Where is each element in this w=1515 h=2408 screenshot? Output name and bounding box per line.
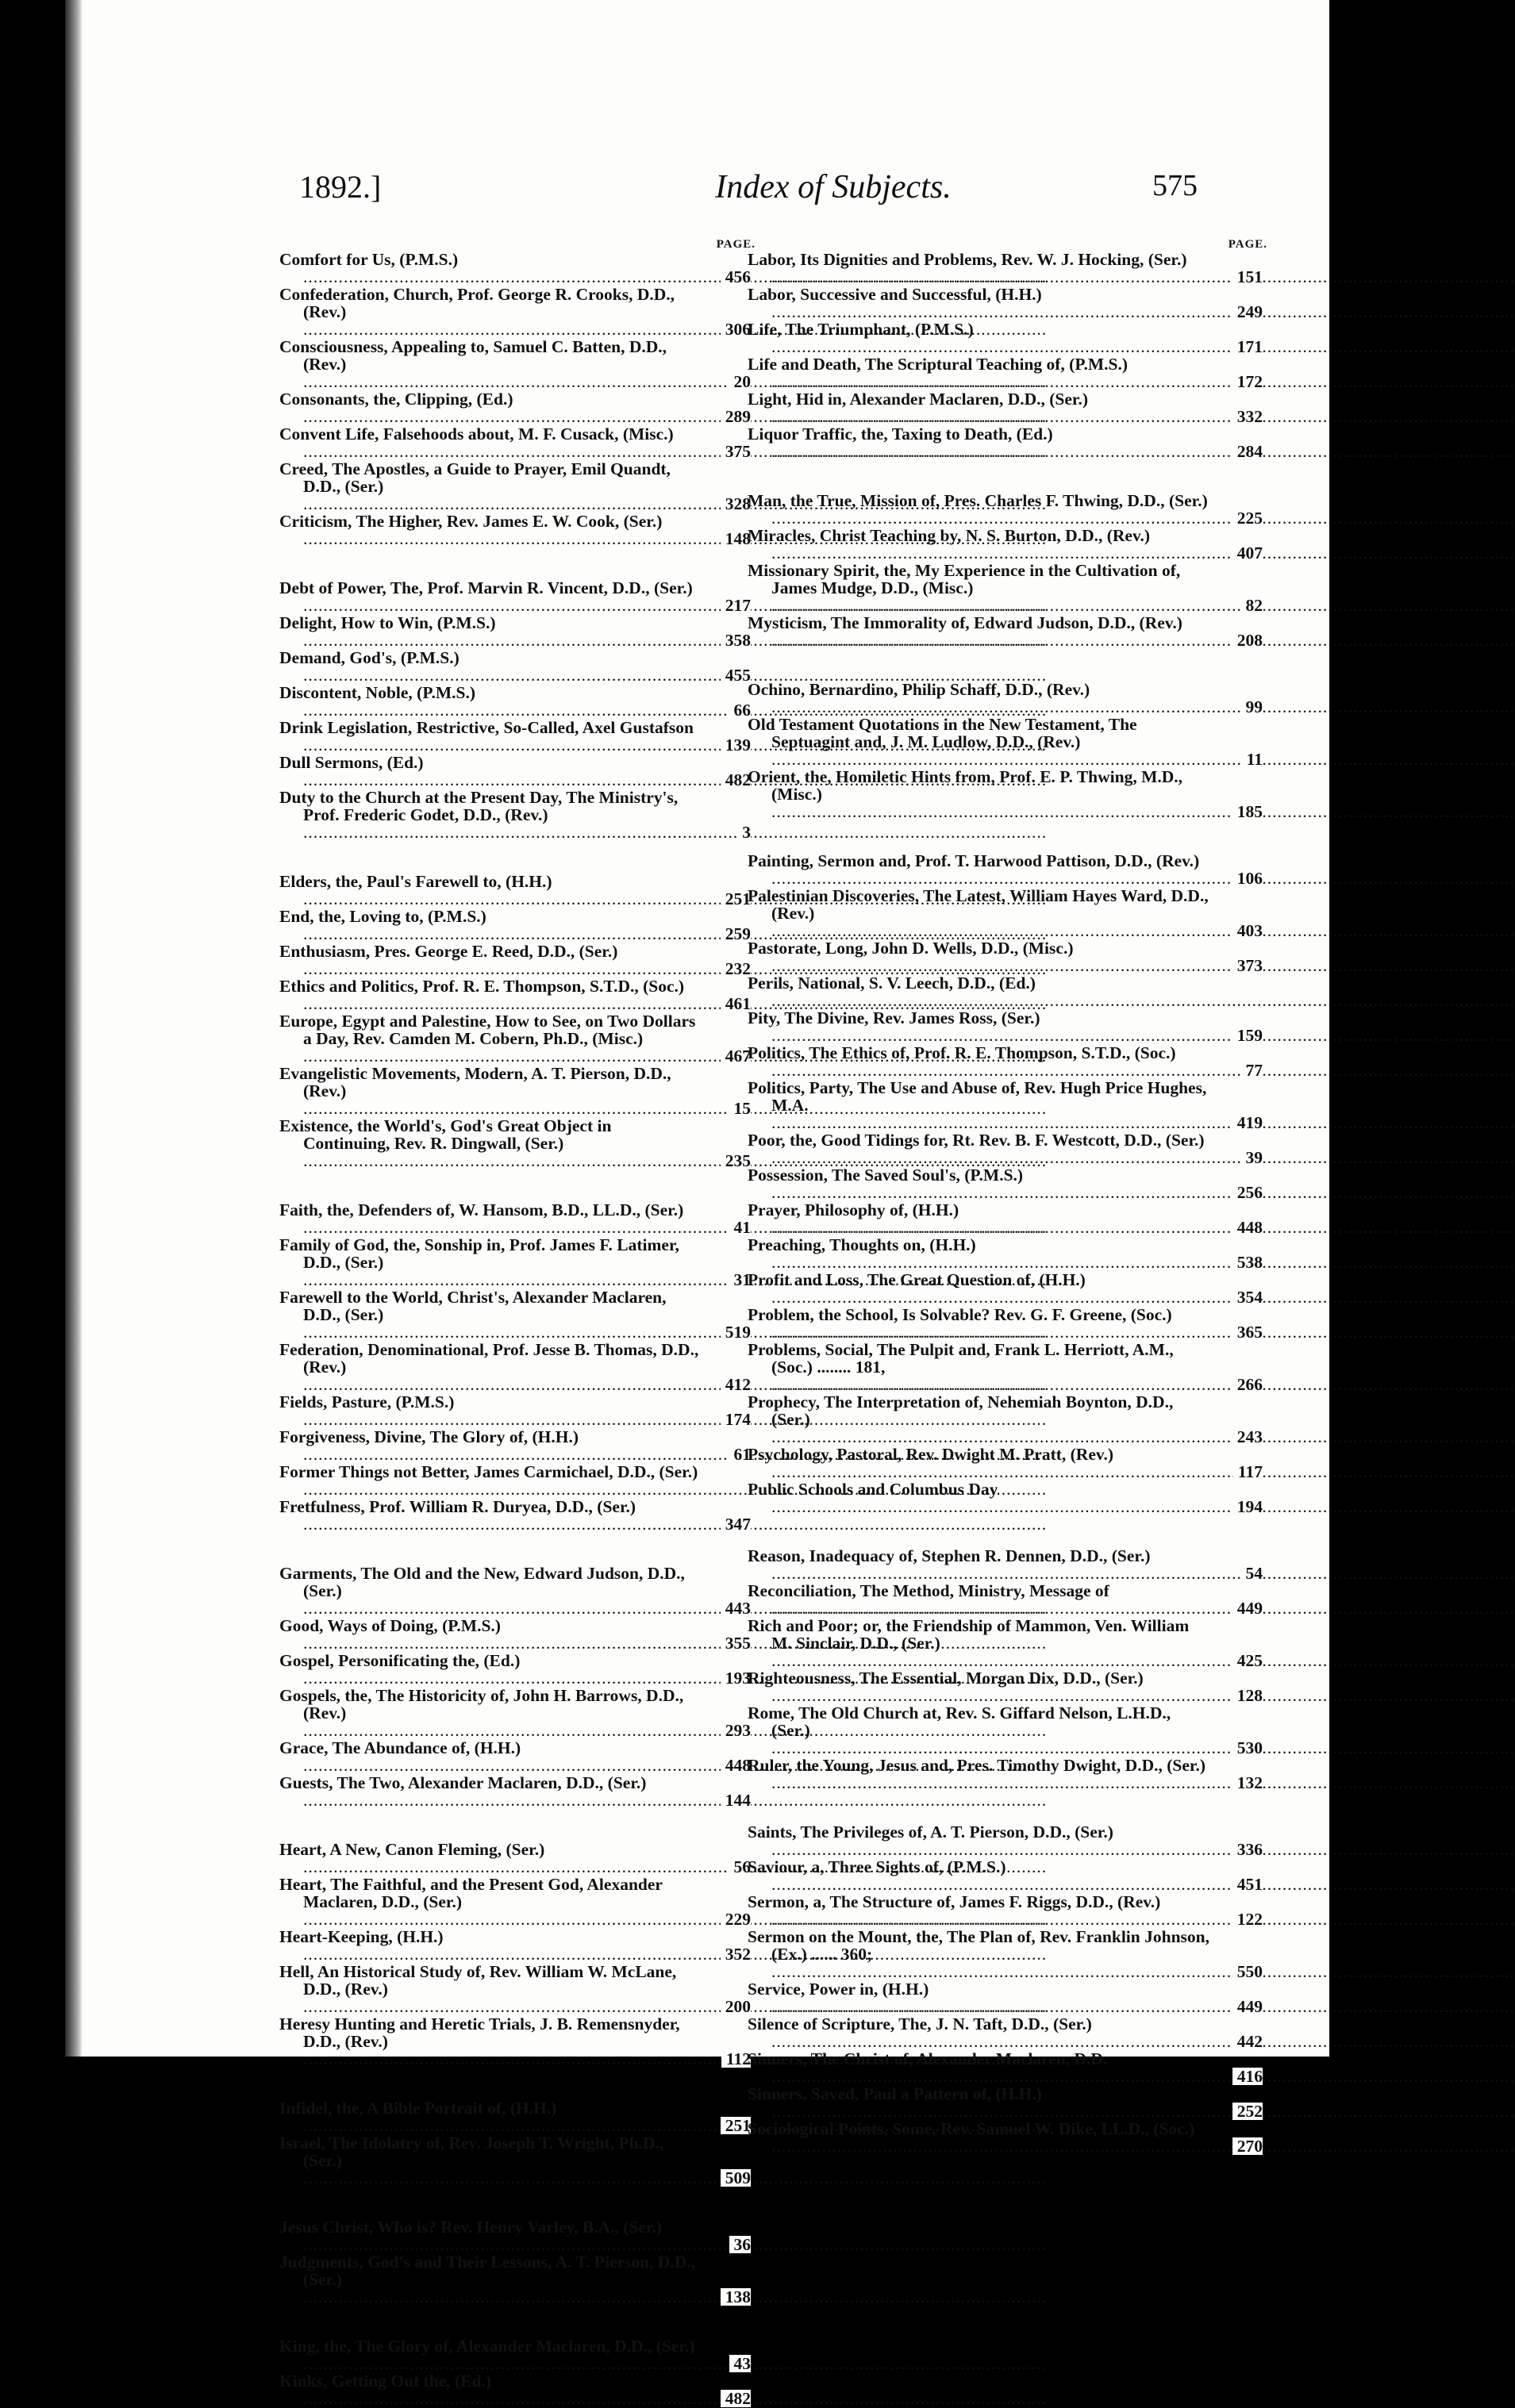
index-entry bbox=[279, 1687, 756, 1739]
entry-subject: Heart, The Faithful, and the Present God, Alexander Maclaren, D.D., (Ser.) ..... bbox=[279, 1875, 1047, 1929]
index-entry bbox=[279, 425, 756, 460]
index-entry bbox=[748, 1446, 1267, 1481]
index-entry bbox=[279, 2015, 756, 2068]
index-entry bbox=[748, 681, 1267, 716]
index-entry bbox=[279, 649, 756, 684]
entry-page-number: 217 bbox=[721, 597, 751, 614]
index-entry bbox=[279, 1012, 756, 1065]
entry-page-number: 442 bbox=[1232, 2033, 1263, 2050]
entry-subject: Drink Legislation, Restrictive, So-Called, Axel Gustafson ..... bbox=[279, 718, 1047, 755]
entry-subject: Demand, God's, (P.M.S.) ..... bbox=[279, 648, 1047, 685]
entry-page-number: 225 bbox=[1232, 509, 1263, 527]
entry-subject: Problem, the School, Is Solvable? Rev. G. F. Greene, (Soc.) ..... bbox=[748, 1305, 1515, 1342]
entry-page-number: 122 bbox=[1232, 1911, 1263, 1928]
entry-page-number: 243 bbox=[1232, 1428, 1263, 1446]
index-entry bbox=[748, 251, 1267, 286]
entry-page-number: 112 bbox=[721, 2050, 751, 2068]
entry-page-number: 443 bbox=[721, 1600, 751, 1617]
entry-subject: Ethics and Politics, Prof. R. E. Thompson, S.T.D., (Soc.) ..... bbox=[279, 977, 1047, 1013]
entry-page-number: 328 bbox=[721, 495, 751, 513]
index-entry bbox=[748, 321, 1267, 355]
entry-subject: Politics, Party, The Use and Abuse of, Rev. Hugh Price Hughes, M.A. ..... bbox=[748, 1078, 1515, 1132]
entry-subject: Garments, The Old and the New, Edward Judson, D.D., (Ser.) ..... bbox=[279, 1564, 1047, 1618]
entry-subject: Liquor Traffic, the, Taxing to Death, (Ed.) ..... bbox=[748, 424, 1515, 461]
entry-subject: Creed, The Apostles, a Guide to Prayer, Emil Quandt, D.D., (Ser.) ..... bbox=[279, 459, 1047, 513]
entry-subject: Silence of Scripture, The, J. N. Taft, D.D., (Ser.) ..... bbox=[748, 2014, 1515, 2051]
entry-subject: Convent Life, Falsehoods about, M. F. Cusack, (Misc.) ..... bbox=[279, 424, 1047, 461]
index-entry bbox=[279, 1876, 756, 1928]
entry-subject: Life and Death, The Scriptural Teaching of, (P.M.S.) ..... bbox=[748, 355, 1515, 391]
entry-page-number: 416 bbox=[1232, 2068, 1263, 2085]
index-entry bbox=[748, 1201, 1267, 1236]
entry-page-number: 530 bbox=[1232, 1739, 1263, 1757]
entry-subject: Heart-Keeping, (H.H.) ..... bbox=[279, 1927, 1047, 1964]
index-entry bbox=[748, 527, 1267, 562]
entry-subject: Debt of Power, The, Prof. Marvin R. Vincent, D.D., (Ser.) ..... bbox=[279, 578, 1047, 615]
index-entry bbox=[748, 974, 1267, 1009]
entry-subject: Prophecy, The Interpretation of, Nehemiah Boynton, D.D., (Ser.) ..... bbox=[748, 1392, 1515, 1446]
entry-page-number: 54 bbox=[1241, 1565, 1263, 1582]
index-entry bbox=[279, 390, 756, 425]
entry-subject: Ochino, Bernardino, Philip Schaff, D.D., (Rev.) ..... bbox=[748, 680, 1515, 716]
entry-subject: Forgiveness, Divine, The Glory of, (H.H.) ..... bbox=[279, 1427, 1047, 1464]
index-entry bbox=[279, 1739, 756, 1774]
index-entry bbox=[279, 977, 756, 1012]
right-entry-list bbox=[748, 251, 1267, 2155]
entry-page-number: 448 bbox=[721, 1757, 751, 1774]
entry-page-number: 284 bbox=[1232, 443, 1263, 460]
entry-subject: Faith, the, Defenders of, W. Hansom, B.D., LL.D., (Ser.) ..... bbox=[279, 1200, 1047, 1237]
index-entry bbox=[748, 1928, 1267, 1980]
entry-page-number: 172 bbox=[1232, 373, 1263, 390]
entry-subject: Public Schools and Columbus Day ..... bbox=[748, 1480, 1515, 1516]
index-entry bbox=[279, 579, 756, 614]
entry-subject: Preaching, Thoughts on, (H.H.) ..... bbox=[748, 1235, 1515, 1272]
entry-page-number: 256 bbox=[1232, 1184, 1263, 1201]
entry-subject: Life, The Triumphant, (P.M.S.) ..... bbox=[748, 320, 1515, 356]
entry-page-number: 66 bbox=[729, 701, 752, 719]
entry-subject: Prayer, Philosophy of, (H.H.) ..... bbox=[748, 1200, 1515, 1237]
index-entry bbox=[279, 460, 756, 513]
entry-subject: Sermon, a, The Structure of, James F. Riggs, D.D., (Rev.) ..... bbox=[748, 1892, 1515, 1929]
entry-page-number: 293 bbox=[721, 1722, 751, 1739]
entry-page-number: 61 bbox=[729, 1446, 752, 1463]
entry-subject: Enthusiasm, Pres. George E. Reed, D.D., (Ser.) ..... bbox=[279, 942, 1047, 978]
entry-subject: Israel, The Idolatry of, Rev. Joseph T. Wright, Ph.D., (Ser.) ..... bbox=[279, 2133, 1047, 2187]
index-entry bbox=[279, 2253, 756, 2306]
entry-subject: Federation, Denominational, Prof. Jesse B. Thomas, D.D., (Rev.) ..... bbox=[279, 1340, 1047, 1394]
entry-page-number: 336 bbox=[1232, 1841, 1263, 1858]
entry-subject: Rome, The Old Church at, Rev. S. Giffard Nelson, L.H.D., (Ser.) ..... bbox=[748, 1703, 1515, 1757]
entry-subject: Consciousness, Appealing to, Samuel C. Batten, D.D., (Rev.) ..... bbox=[279, 337, 1047, 391]
entry-page-number: 375 bbox=[721, 443, 751, 460]
entry-subject: Heresy Hunting and Heretic Trials, J. B. Remensnyder, D.D., (Rev.) ..... bbox=[279, 2014, 1047, 2068]
entry-page-number: 482 bbox=[721, 771, 751, 789]
entry-page-number: 449 bbox=[1232, 1600, 1263, 1617]
index-entry bbox=[748, 1009, 1267, 1044]
entry-page-number: 425 bbox=[1232, 1652, 1263, 1669]
index-entry bbox=[748, 1079, 1267, 1131]
entry-page-number: 461 bbox=[721, 995, 751, 1012]
entry-subject: Saints, The Privileges of, A. T. Pierson, D.D., (Ser.) ..... bbox=[748, 1822, 1515, 1859]
entry-page-number: 171 bbox=[1232, 338, 1263, 355]
index-entry bbox=[279, 789, 756, 841]
index-entry bbox=[748, 1669, 1267, 1704]
index-entry bbox=[279, 1463, 756, 1498]
entry-subject: Sermon on the Mount, the, The Plan of, Rev. Franklin Johnson, (Ex.) ...... 360; ..... bbox=[748, 1927, 1515, 1981]
entry-subject: Criticism, The Higher, Rev. James E. W. Cook, (Ser.) ..... bbox=[279, 512, 1047, 548]
entry-page-number: 43 bbox=[729, 2355, 752, 2372]
entry-page-number: 99 bbox=[1241, 698, 1263, 716]
entry-page-number: 251 bbox=[721, 2117, 751, 2134]
entry-subject: Gospels, the, The Historicity of, John H. Barrows, D.D., (Rev.) ..... bbox=[279, 1686, 1047, 1740]
right-column bbox=[748, 238, 1267, 2155]
index-entry bbox=[279, 1841, 756, 1876]
header-year: 1892.] bbox=[299, 169, 382, 205]
index-entry bbox=[748, 1547, 1267, 1582]
entry-page-number: 151 bbox=[1232, 268, 1263, 286]
entry-subject: Confederation, Church, Prof. George R. Crooks, D.D., (Rev.) ..... bbox=[279, 285, 1047, 339]
entry-subject: Kinks, Getting Out the, (Ed.) ..... bbox=[279, 2372, 1047, 2408]
entry-page-number: 550 bbox=[1232, 1963, 1263, 1980]
entry-page-number: 358 bbox=[721, 632, 751, 649]
entry-page-number: 538 bbox=[1232, 1254, 1263, 1271]
entry-subject: Light, Hid in, Alexander Maclaren, D.D., (Ser.) ..... bbox=[748, 390, 1515, 426]
entry-subject: Elders, the, Paul's Farewell to, (H.H.) ..... bbox=[279, 872, 1047, 908]
index-entry bbox=[748, 768, 1267, 820]
entry-subject: Heart, A New, Canon Fleming, (Ser.) ..... bbox=[279, 1840, 1047, 1876]
entry-subject: Reconciliation, The Method, Ministry, Message of ..... bbox=[748, 1581, 1515, 1618]
entry-subject: Good, Ways of Doing, (P.M.S.) ..... bbox=[279, 1616, 1047, 1653]
entry-subject: Consonants, the, Clipping, (Ed.) ..... bbox=[279, 390, 1047, 426]
entry-subject: Delight, How to Win, (P.M.S.) ..... bbox=[279, 613, 1047, 650]
index-entry bbox=[748, 562, 1267, 614]
entry-subject: Fields, Pasture, (P.M.S.) ..... bbox=[279, 1392, 1047, 1429]
entry-subject: Sinners, The Christ of, Alexander Maclaren, D.D. ..... bbox=[748, 2049, 1515, 2086]
index-page bbox=[65, 0, 1329, 2408]
entry-subject: Orient, the, Homiletic Hints from, Prof. E. P. Thwing, M.D., (Misc.) ..... bbox=[748, 767, 1515, 821]
entry-subject: Family of God, the, Sonship in, Prof. James F. Latimer, D.D., (Ser.) ..... bbox=[279, 1235, 1047, 1289]
index-entry bbox=[279, 908, 756, 943]
left-entry-list bbox=[279, 251, 756, 2407]
entry-subject: Discontent, Noble, (P.M.S.) ..... bbox=[279, 683, 1047, 720]
index-entry bbox=[279, 1617, 756, 1652]
entry-page-number: 355 bbox=[721, 1634, 751, 1652]
index-entry bbox=[279, 719, 756, 754]
entry-page-number: 266 bbox=[1232, 1376, 1263, 1393]
index-entry bbox=[279, 1236, 756, 1288]
index-entry bbox=[279, 1341, 756, 1393]
index-entry bbox=[279, 338, 756, 390]
page-label-left: PAGE. bbox=[716, 238, 756, 251]
entry-page-number: 412 bbox=[721, 1376, 751, 1393]
index-entry bbox=[279, 1201, 756, 1236]
entry-page-number: 56 bbox=[729, 1858, 752, 1876]
entry-page-number: 200 bbox=[721, 1998, 751, 2015]
entry-page-number: 159 bbox=[1232, 1027, 1263, 1044]
entry-subject: Reason, Inadequacy of, Stephen R. Dennen, D.D., (Ser.) ..... bbox=[748, 1546, 1515, 1583]
entry-page-number: 373 bbox=[1232, 957, 1263, 974]
entry-subject: Guests, The Two, Alexander Maclaren, D.D., (Ser.) ..... bbox=[279, 1773, 1047, 1810]
entry-page-number: 138 bbox=[721, 2288, 751, 2306]
entry-subject: Old Testament Quotations in the New Testament, The Septuagint and, J. M. Ludlow, D.D., (Rev.) ..... bbox=[748, 715, 1515, 769]
entry-page-number: 403 bbox=[1232, 922, 1263, 939]
index-entry bbox=[748, 1044, 1267, 1079]
index-entry bbox=[279, 2134, 756, 2187]
entry-page-number: 193 bbox=[721, 1669, 751, 1687]
index-entry bbox=[279, 1565, 756, 1617]
entry-subject: Pastorate, Long, John D. Wells, D.D., (Misc.) ..... bbox=[748, 939, 1515, 975]
index-entry bbox=[748, 1980, 1267, 2015]
index-entry bbox=[748, 887, 1267, 939]
entry-subject: Poor, the, Good Tidings for, Rt. Rev. B. F. Westcott, D.D., (Ser.) ..... bbox=[748, 1131, 1515, 1167]
entry-page-number: 139 bbox=[721, 736, 751, 754]
index-entry bbox=[279, 1498, 756, 1533]
entry-subject: Palestinian Discoveries, The Latest, William Hayes Ward, D.D., (Rev.) ..... bbox=[748, 886, 1515, 940]
entry-subject: Comfort for Us, (P.M.S.) ..... bbox=[279, 250, 1047, 286]
entry-page-number: 11 bbox=[1242, 751, 1263, 768]
index-entry bbox=[279, 1652, 756, 1687]
entry-page-number: 82 bbox=[1241, 597, 1263, 614]
header-page-number: 575 bbox=[1152, 169, 1198, 202]
entry-subject: End, the, Loving to, (P.M.S.) ..... bbox=[279, 907, 1047, 943]
index-entry bbox=[279, 2337, 756, 2372]
page-label-right: PAGE. bbox=[1228, 238, 1267, 251]
entry-page-number: 347 bbox=[721, 1515, 751, 1533]
index-entry bbox=[748, 1757, 1267, 1792]
entry-subject: Hell, An Historical Study of, Rev. William W. McLane, D.D., (Rev.) ..... bbox=[279, 1962, 1047, 2016]
index-entry bbox=[279, 754, 756, 789]
index-entry bbox=[748, 614, 1267, 649]
entry-page-number: 270 bbox=[1232, 2137, 1263, 2155]
entry-page-number: 132 bbox=[1232, 1774, 1263, 1792]
index-entry bbox=[748, 2120, 1267, 2155]
entry-subject: Mysticism, The Immorality of, Edward Judson, D.D., (Rev.) ..... bbox=[748, 613, 1515, 650]
index-entry bbox=[748, 1166, 1267, 1201]
entry-page-number: 36 bbox=[729, 2236, 752, 2253]
entry-page-number: 251 bbox=[721, 890, 751, 908]
index-entry bbox=[748, 1271, 1267, 1306]
index-entry bbox=[279, 1117, 756, 1169]
index-entry bbox=[748, 1617, 1267, 1669]
index-entry bbox=[279, 2099, 756, 2134]
entry-subject: Missionary Spirit, the, My Experience in the Cultivation of, James Mudge, D.D., (Misc.) ..... bbox=[748, 561, 1515, 615]
index-entry bbox=[279, 943, 756, 977]
entry-subject: King, the, The Glory of, Alexander Maclaren, D.D., (Ser.) ..... bbox=[279, 2337, 1047, 2373]
entry-page-number: 174 bbox=[721, 1411, 751, 1428]
entry-subject: Miracles, Christ Teaching by, N. S. Burton, D.D., (Rev.) ..... bbox=[748, 526, 1515, 563]
index-entry bbox=[748, 492, 1267, 527]
index-entry bbox=[279, 1428, 756, 1463]
entry-subject: Infidel, the, A Bible Portrait of, (H.H.) ..... bbox=[279, 2099, 1047, 2135]
index-entry bbox=[748, 355, 1267, 390]
entry-subject: Problems, Social, The Pulpit and, Frank L. Herriott, A.M., (Soc.) ........ 181, ..... bbox=[748, 1340, 1515, 1394]
header-title: Index of Subjects. bbox=[715, 169, 952, 205]
index-entry bbox=[748, 1131, 1267, 1166]
entry-page-number: 148 bbox=[721, 530, 751, 547]
entry-page-number: 31 bbox=[729, 1271, 752, 1288]
entry-page-number: 235 bbox=[721, 1152, 751, 1169]
entry-subject: Possession, The Saved Soul's, (P.M.S.) ..... bbox=[748, 1166, 1515, 1202]
index-entry bbox=[279, 2372, 756, 2407]
entry-page-number: 39 bbox=[1241, 1149, 1263, 1166]
entry-subject: Psychology, Pastoral, Rev. Dwight M. Pratt, (Rev.) ..... bbox=[748, 1445, 1515, 1481]
entry-page-number: 354 bbox=[1232, 1288, 1263, 1306]
index-entry bbox=[279, 1393, 756, 1428]
index-entry bbox=[279, 1774, 756, 1809]
entry-page-number: 208 bbox=[1232, 632, 1263, 649]
entry-page-number: 509 bbox=[721, 2169, 751, 2187]
entry-subject: Pity, The Divine, Rev. James Ross, (Ser.) ..... bbox=[748, 1008, 1515, 1045]
entry-page-number: 229 bbox=[721, 1911, 751, 1928]
entry-subject: Ruler, the Young, Jesus and, Pres. Timothy Dwight, D.D., (Ser.) ..... bbox=[748, 1756, 1515, 1792]
entry-page-number: 519 bbox=[721, 1323, 751, 1341]
entry-page-number: 194 bbox=[1232, 1498, 1263, 1515]
entry-subject: Sociological Points, Some, Rev. Samuel W. Dike, LL.D., (Soc.) ..... bbox=[748, 2119, 1515, 2156]
index-entry bbox=[748, 2085, 1267, 2120]
index-entry bbox=[748, 1393, 1267, 1446]
index-entry bbox=[279, 1928, 756, 1963]
entry-subject: Duty to the Church at the Present Day, The Ministry's, Prof. Frederic Godet, D.D., (Rev.) ..... bbox=[279, 788, 1047, 842]
entry-page-number: 128 bbox=[1232, 1687, 1263, 1704]
entry-page-number: 482 bbox=[721, 2390, 751, 2407]
entry-subject: Painting, Sermon and, Prof. T. Harwood Pattison, D.D., (Rev.) ..... bbox=[748, 851, 1515, 888]
entry-page-number: 455 bbox=[721, 666, 751, 684]
index-entry bbox=[279, 286, 756, 338]
index-entry bbox=[279, 1963, 756, 2015]
entry-subject: Dull Sermons, (Ed.) ..... bbox=[279, 753, 1047, 789]
binding-fold bbox=[65, 0, 83, 2057]
entry-page-number: 185 bbox=[1232, 803, 1263, 820]
index-entry bbox=[748, 2050, 1267, 2085]
entry-subject: Man, the True, Mission of, Pres. Charles F. Thwing, D.D., (Ser.) ..... bbox=[748, 491, 1515, 528]
entry-subject: Service, Power in, (H.H.) ..... bbox=[748, 1980, 1515, 2016]
index-entry bbox=[748, 852, 1267, 887]
index-entry bbox=[748, 1582, 1267, 1617]
index-entry bbox=[748, 425, 1267, 460]
index-entry bbox=[279, 251, 756, 286]
index-entry bbox=[748, 1236, 1267, 1271]
entry-page-number: 232 bbox=[721, 960, 751, 977]
index-entry bbox=[279, 2218, 756, 2253]
entry-page-number: 289 bbox=[721, 408, 751, 425]
entry-page-number: 252 bbox=[1232, 2103, 1263, 2120]
index-entry bbox=[279, 1288, 756, 1341]
entry-page-number: 20 bbox=[729, 373, 752, 390]
entry-page-number: 15 bbox=[729, 1100, 752, 1117]
index-entry bbox=[279, 684, 756, 719]
entry-subject: Righteousness, The Essential, Morgan Dix, D.D., (Ser.) ..... bbox=[748, 1669, 1515, 1705]
entry-page-number: 467 bbox=[721, 1047, 751, 1065]
entry-subject: Evangelistic Movements, Modern, A. T. Pierson, D.D., (Rev.) ..... bbox=[279, 1064, 1047, 1118]
index-entry bbox=[748, 390, 1267, 425]
entry-subject: Former Things not Better, James Carmichael, D.D., (Ser.) ..... bbox=[279, 1462, 1047, 1499]
entry-page-number: 332 bbox=[1232, 408, 1263, 425]
entry-subject: Judgments, God's and Their Lessons, A. T. Pierson, D.D., (Ser.) ..... bbox=[279, 2252, 1047, 2306]
index-entry bbox=[279, 513, 756, 547]
entry-page-number: 117 bbox=[1233, 1463, 1263, 1481]
entry-page-number: 456 bbox=[721, 268, 751, 286]
entry-page-number: 249 bbox=[1232, 303, 1263, 321]
index-entry bbox=[748, 939, 1267, 974]
entry-subject: Sinners, Saved, Paul a Pattern of, (H.H.) ..... bbox=[748, 2084, 1515, 2121]
entry-subject: Perils, National, S. V. Leech, D.D., (Ed.) ..... bbox=[748, 974, 1515, 1010]
entry-page-number: 407 bbox=[1232, 544, 1263, 562]
left-column bbox=[279, 238, 756, 2407]
entry-subject: Labor, Its Dignities and Problems, Rev. W. J. Hocking, (Ser.) ..... bbox=[748, 250, 1515, 286]
index-entry bbox=[748, 286, 1267, 321]
entry-page-number: 77 bbox=[1241, 1062, 1263, 1079]
index-entry bbox=[748, 1306, 1267, 1341]
index-entry bbox=[279, 614, 756, 649]
entry-page-number: 106 bbox=[1232, 870, 1263, 887]
entry-page-number: 451 bbox=[1232, 1876, 1263, 1893]
entry-page-number: 306 bbox=[721, 321, 751, 338]
entry-subject: Politics, The Ethics of, Prof. R. E. Thompson, S.T.D., (Soc.) ..... bbox=[748, 1043, 1515, 1080]
index-entry bbox=[748, 716, 1267, 768]
entry-page-number: 352 bbox=[721, 1945, 751, 1963]
entry-subject: Labor, Successive and Successful, (H.H.) ..... bbox=[748, 285, 1515, 321]
index-entry bbox=[279, 1065, 756, 1117]
entry-page-number: 144 bbox=[721, 1792, 751, 1809]
entry-page-number: 448 bbox=[1232, 1219, 1263, 1236]
entry-subject: Jesus Christ, Who is? Rev. Henry Varley, B.A., (Ser.) ..... bbox=[279, 2218, 1047, 2254]
entry-page-number: 449 bbox=[1232, 1998, 1263, 2015]
entry-subject: Existence, the World's, God's Great Object in Continuing, Rev. R. Dingwall, (Ser.) ..... bbox=[279, 1116, 1047, 1170]
entry-subject: Profit and Loss, The Great Question of, (H.H.) ..... bbox=[748, 1270, 1515, 1307]
index-entry bbox=[748, 1481, 1267, 1515]
entry-page-number: 3 bbox=[737, 824, 751, 841]
entry-subject: Gospel, Personificating the, (Ed.) ..... bbox=[279, 1651, 1047, 1688]
index-entry bbox=[748, 1893, 1267, 1928]
index-entry bbox=[748, 1823, 1267, 1858]
entry-subject: Farewell to the World, Christ's, Alexander Maclaren, D.D., (Ser.) ..... bbox=[279, 1288, 1047, 1342]
index-entry bbox=[748, 1341, 1267, 1393]
entry-page-number: 419 bbox=[1232, 1114, 1263, 1131]
entry-page-number: 259 bbox=[721, 925, 751, 943]
index-entry bbox=[748, 1858, 1267, 1893]
entry-page-number: 41 bbox=[729, 1219, 752, 1236]
entry-subject: Grace, The Abundance of, (H.H.) ..... bbox=[279, 1738, 1047, 1775]
index-entry bbox=[748, 1704, 1267, 1757]
index-entry bbox=[748, 2015, 1267, 2050]
entry-subject: Europe, Egypt and Palestine, How to See, on Two Dollars a Day, Rev. Camden M. Cobern, Ph.D., (Misc.) ..... bbox=[279, 1012, 1047, 1066]
entry-subject: Saviour, a, Three Sights of, (P.M.S.) ..... bbox=[748, 1857, 1515, 1894]
entry-subject: Fretfulness, Prof. William R. Duryea, D.D., (Ser.) ..... bbox=[279, 1497, 1047, 1534]
entry-page-number: 365 bbox=[1232, 1323, 1263, 1341]
index-entry bbox=[279, 873, 756, 908]
entry-subject: Rich and Poor; or, the Friendship of Mammon, Ven. William M. Sinclair, D.D., (Ser.) ..... bbox=[748, 1616, 1515, 1670]
